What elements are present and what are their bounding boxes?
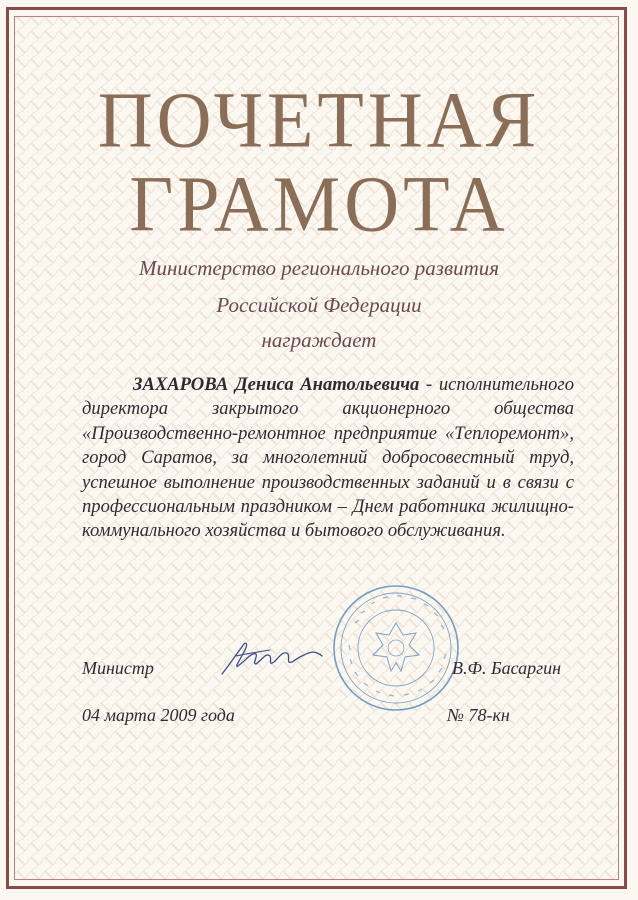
citation-body: - исполнительного директора закрытого акционерного общества «Производственно-ремонтное предприятие «Теплоремонт», город Саратов, за многолетний добросовестный труд, успешное выполнение производственных заданий и в связи с профессиональным праздником – Днем работника жилищно-коммунального хозяйства и бытового обслуживания. (82, 374, 574, 542)
signer-position: Министр (82, 658, 154, 678)
title-line-2: ГРАМОТА (129, 159, 509, 249)
document-number: № 78-кн (447, 705, 510, 725)
award-verb: награждает (261, 328, 377, 352)
signer-name: В.Ф. Басаргин (452, 658, 562, 678)
handwritten-signature (218, 634, 326, 682)
title-line-1: ПОЧЕТНАЯ (97, 75, 541, 165)
issue-date: 04 марта 2009 года (82, 705, 235, 725)
official-seal-stamp (331, 583, 461, 713)
recipient-name: ЗАХАРОВА Дениса Анатольевича (133, 374, 420, 395)
citation-text (82, 373, 574, 544)
issuer-line-1: Министерство регионального развития (138, 256, 500, 280)
issuer-line-2: Российской Федерации (216, 293, 422, 317)
